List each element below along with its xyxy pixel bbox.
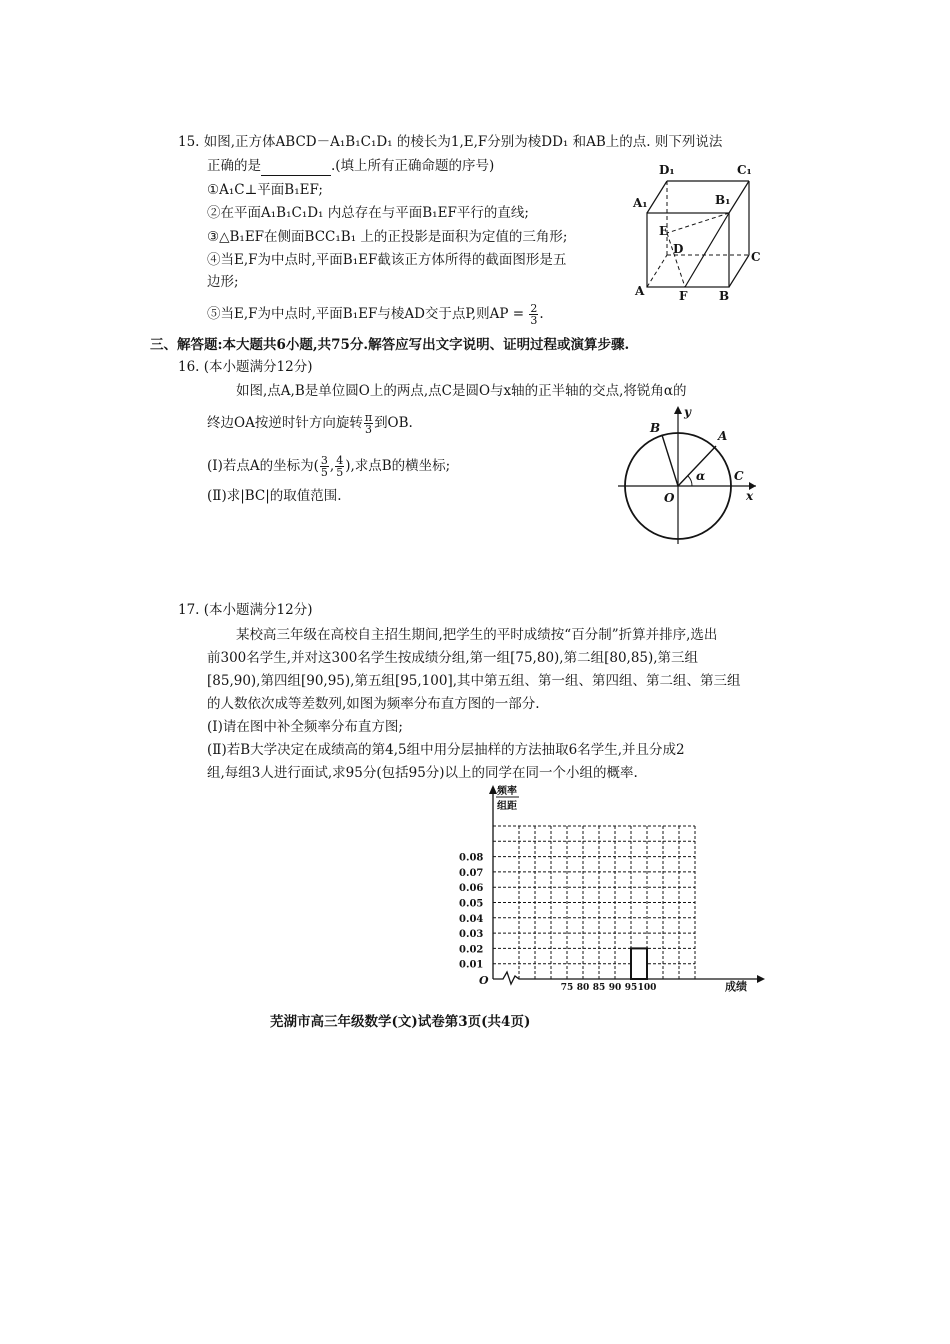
fraction-2-3: $\frac{2}{3}$: [530, 302, 538, 327]
q15-line2a: 正确的是: [207, 158, 261, 174]
y-tick-label: 0.03: [459, 929, 484, 941]
x-tick-label: 85: [592, 983, 606, 993]
label-d: D: [673, 242, 684, 256]
q17-paragraph-2: 前300名学生,并对这300名学生按成绩分组,第一组[75,80),第二组[80,85),第三组: [207, 650, 699, 666]
y-tick-label: 0.02: [459, 944, 484, 956]
label-d1: D₁: [659, 163, 675, 177]
q16-p2a: 终边OA按逆时针方向旋转: [207, 415, 363, 431]
fraction-4-5: $\frac{4}{5}$: [336, 454, 344, 479]
q15-option-4a: ④当E,F为中点时,平面B₁EF截该正方体所得的截面图形是五: [207, 252, 567, 268]
y-tick-label: 0.04: [459, 913, 484, 925]
q16-paragraph-2: [207, 412, 413, 435]
label-a1: A₁: [633, 196, 648, 210]
q15-option-2: ②在平面A₁B₁C₁D₁ 内总存在与平面B₁EF平行的直线;: [207, 205, 529, 221]
q15-line2: [207, 156, 494, 176]
y-tick-label: 0.06: [459, 883, 484, 895]
origin-label: O: [479, 974, 489, 987]
cube-figure: [625, 155, 765, 305]
x-tick-label: 90: [608, 983, 622, 993]
fraction-3-5: $\frac{3}{5}$: [320, 454, 328, 479]
x-tick-label: 80: [576, 983, 590, 993]
q17-paragraph-4: 的人数依次成等差数列,如图为频率分布直方图的一部分.: [207, 696, 540, 712]
section-3-heading: 三、解答题:本大题共6小题,共75分.解答应写出文字说明、证明过程或演算步骤.: [150, 337, 630, 353]
label-e: E: [659, 224, 669, 238]
q15-option-5a: ⑤当E,F为中点时,平面B₁EF与棱AD交于点P,则AP =: [207, 306, 525, 322]
q16-header: 16. (本小题满分12分): [178, 359, 313, 375]
histogram-bar: [631, 948, 647, 979]
q17-header: 17. (本小题满分12分): [178, 602, 313, 618]
unit-circle-figure: [618, 402, 768, 547]
q15-option-4b: 边形;: [207, 274, 239, 290]
label-c: C: [751, 250, 761, 264]
y-tick-label: 0.07: [459, 867, 484, 879]
segment-b1f: [685, 213, 729, 287]
label-alpha: α: [696, 469, 706, 483]
label-b: B: [650, 421, 661, 435]
q17-paragraph-1: 某校高三年级在高校自主招生期间,把学生的平时成绩按“百分制”折算并排序,选出: [236, 627, 718, 643]
x-tick-label: 75: [560, 983, 574, 993]
label-a: A: [718, 429, 728, 443]
page-footer: 芜湖市高三年级数学(文)试卷第3页(共4页): [270, 1014, 531, 1030]
label-x: x: [746, 489, 754, 503]
y-label-top: 频率: [497, 786, 517, 797]
label-y: y: [684, 405, 691, 419]
q15-line2b: .(填上所有正确命题的序号): [331, 158, 495, 174]
label-c1: C₁: [737, 163, 752, 177]
q15-line1: 15. 如图,正方体ABCD－A₁B₁C₁D₁ 的棱长为1,E,F分别为棱DD₁ 和AB上的点. 则下列说法: [178, 134, 723, 150]
label-b: B: [719, 289, 730, 303]
q15-option-5: [207, 303, 544, 326]
y-label-bottom: 组距: [497, 801, 517, 812]
q16-part-1: (Ⅰ)若点A的坐标为( $\frac{3}{5}$ , $\frac{4}{5}$ ),求点B的横坐标;: [207, 454, 451, 479]
label-b1: B₁: [715, 193, 731, 207]
x-label: 成绩: [725, 980, 747, 993]
q17-part-2b: 组,每组3人进行面试,求95分(包括95分)以上的同学在同一个小组的概率.: [207, 765, 638, 781]
q17-paragraph-3: [85,90),第四组[90,95),第五组[95,100],其中第五组、第一组、第四组、第二组、第三组: [207, 673, 741, 689]
q16-paragraph-1: 如图,点A,B是单位圆O上的两点,点C是圆O与x轴的正半轴的交点,将锐角α的: [236, 383, 687, 399]
q15-option-3: ③△B₁EF在侧面BCC₁B₁ 上的正投影是面积为定值的三角形;: [207, 229, 568, 245]
x-tick-label: 100: [637, 983, 657, 993]
frequency-histogram: [455, 780, 775, 1000]
label-f: F: [679, 289, 688, 303]
q16-part-2: (Ⅱ)求|BC|的取值范围.: [207, 488, 342, 504]
ray-ob: [662, 435, 678, 486]
x-tick-label: 95: [624, 983, 638, 993]
q15-option-5b: .: [539, 306, 544, 322]
y-tick-label: 0.05: [459, 898, 484, 910]
q16-p2b: 到OB.: [374, 415, 413, 431]
answer-blank[interactable]: [261, 161, 331, 176]
q17-part-1: (Ⅰ)请在图中补全频率分布直方图;: [207, 719, 403, 735]
label-c: C: [734, 469, 744, 483]
q15-option-1: ①A₁C⊥平面B₁EF;: [207, 182, 323, 198]
q17-part-2a: (Ⅱ)若B大学决定在成绩高的第4,5组中用分层抽样的方法抽取6名学生,并且分成2: [207, 742, 685, 758]
y-tick-label: 0.01: [459, 959, 484, 971]
y-tick-label: 0.08: [459, 852, 484, 864]
label-a: A: [635, 284, 645, 298]
label-o: O: [664, 491, 675, 505]
fraction-pi-3: $\frac{\pi}{3}$: [364, 411, 373, 436]
